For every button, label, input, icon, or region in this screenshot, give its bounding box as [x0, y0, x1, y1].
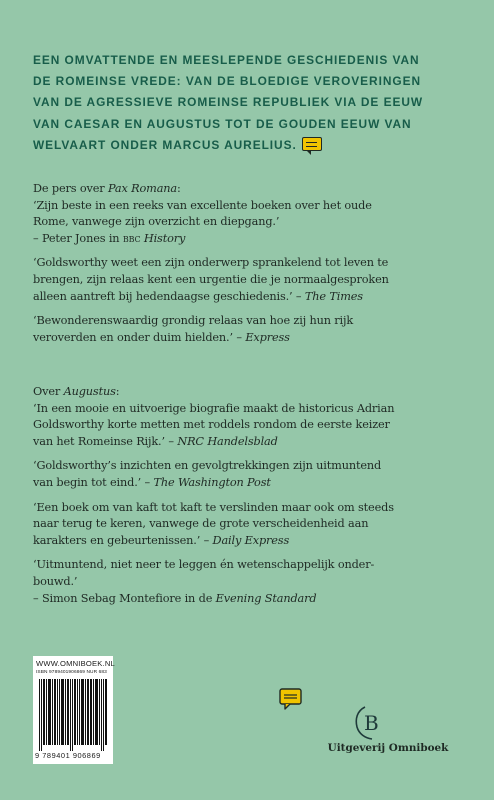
heading-prefix: De pers over [33, 182, 108, 195]
quote-line [33, 330, 473, 347]
barcode-panel [33, 656, 113, 764]
speech-bubble-icon [302, 137, 322, 151]
heading-prefix: Over [33, 385, 64, 398]
quote-text: alleen aantreft bij hedendaagse geschiedenis.’ – [33, 289, 305, 303]
attribution-source: The Washington Post [153, 475, 271, 489]
quote-line: ‘Zijn beste in een reeks van excellente boeken over het oude [33, 198, 372, 212]
press-section-pax-romana [33, 181, 473, 354]
attribution-source: Evening Standard [215, 591, 317, 605]
quote-attribution [33, 591, 473, 608]
isbn-line: ISBN 9789401906869 NUR 683 [36, 670, 107, 675]
quote-line: ‘In een mooie en uitvoerige biografie maakt de historicus Adrian [33, 401, 395, 415]
quote-text: veroverden en onder duim hielden.’ – [33, 330, 246, 344]
blurb-line: VAN DE AGRESSIEVE ROMEINSE REPUBLIEK VIA DE EEUW [33, 95, 424, 110]
press-quote [33, 255, 473, 305]
book-title: Pax Romana [107, 182, 178, 195]
blurb-line-last [33, 135, 473, 156]
quote-line [33, 434, 473, 451]
attribution-smallcaps: bbc [122, 231, 141, 245]
publisher-name: Uitgeverij Omniboek [327, 742, 449, 754]
press-quote [33, 313, 473, 346]
press-quote [33, 458, 473, 491]
barcode-digits: 9 789401 906869 [35, 751, 101, 760]
book-title: Augustus [63, 385, 116, 398]
attribution-text: – Peter Jones in [33, 231, 123, 245]
publisher-url: WWW.OMNIBOEK.NL [36, 659, 115, 668]
attribution-source: History [140, 231, 186, 245]
press-quote [33, 557, 473, 607]
press-section-augustus [33, 384, 473, 615]
quote-line [33, 475, 473, 492]
blurb-line: EEN OMVATTENDE EN MEESLEPENDE GESCHIEDENIS VAN [33, 53, 420, 67]
quote-line: ‘Een boek om van kaft tot kaft te verslinden maar ook om steeds [33, 500, 394, 514]
blurb-line-text: WELVAART ONDER MARCUS AURELIUS. [33, 137, 297, 152]
quote-line: ‘Bewonderenswaardig grondig relaas van hoe zij hun rijk [33, 314, 354, 328]
speech-bubble-icon [279, 688, 303, 714]
press-quote [33, 198, 473, 248]
section-heading [33, 384, 473, 401]
attribution-text: – Simon Sebag Montefiore in de [33, 591, 216, 605]
quote-text: karakters en gebeurtenissen.’ – [33, 533, 213, 547]
barcode-icon [39, 679, 107, 751]
attribution-source: Daily Express [212, 533, 290, 547]
cover-blurb [33, 50, 473, 156]
quote-text: van het Romeinse Rijk.’ – [33, 434, 178, 448]
quote-line [33, 533, 473, 550]
quote-line: Rome, vanwege zijn overzicht en diepgang.’ [33, 215, 280, 229]
quote-line: ‘Uitmuntend, niet neer te leggen én wetenschappelijk onder- [33, 558, 375, 572]
logo-letter: B [364, 711, 379, 735]
section-heading [33, 181, 473, 198]
omniboek-b-logo [352, 705, 390, 741]
quote-line: naar terug te keren, vanwege de grote verscheidenheid aan [33, 517, 369, 531]
blurb-line: DE ROMEINSE VREDE: VAN DE BLOEDIGE VEROVERINGEN [33, 74, 421, 89]
quote-line: ‘Goldsworthy weet een zijn onderwerp sprankelend tot leven te [33, 256, 389, 270]
heading-suffix: : [115, 385, 120, 398]
attribution-source: The Times [304, 289, 363, 303]
heading-suffix: : [177, 182, 181, 195]
quote-attribution [33, 231, 473, 248]
quote-line: ‘Goldsworthy’s inzichten en gevolgtrekkingen zijn uitmuntend [33, 459, 382, 473]
press-quote [33, 401, 473, 451]
quote-text: van begin tot eind.’ – [33, 475, 154, 489]
quote-line: Goldsworthy korte metten met roddels rondom de eerste keizer [33, 418, 390, 432]
quote-line: brengen, zijn relaas kent een urgentie die je normaalgesproken [33, 272, 389, 286]
blurb-line: VAN CAESAR EN AUGUSTUS TOT DE GOUDEN EEUW VAN [33, 116, 412, 131]
quote-line: bouwd.’ [33, 574, 78, 588]
quote-line [33, 289, 473, 306]
press-quote [33, 500, 473, 550]
attribution-source: Express [245, 330, 290, 344]
attribution-source: NRC Handelsblad [177, 434, 278, 448]
